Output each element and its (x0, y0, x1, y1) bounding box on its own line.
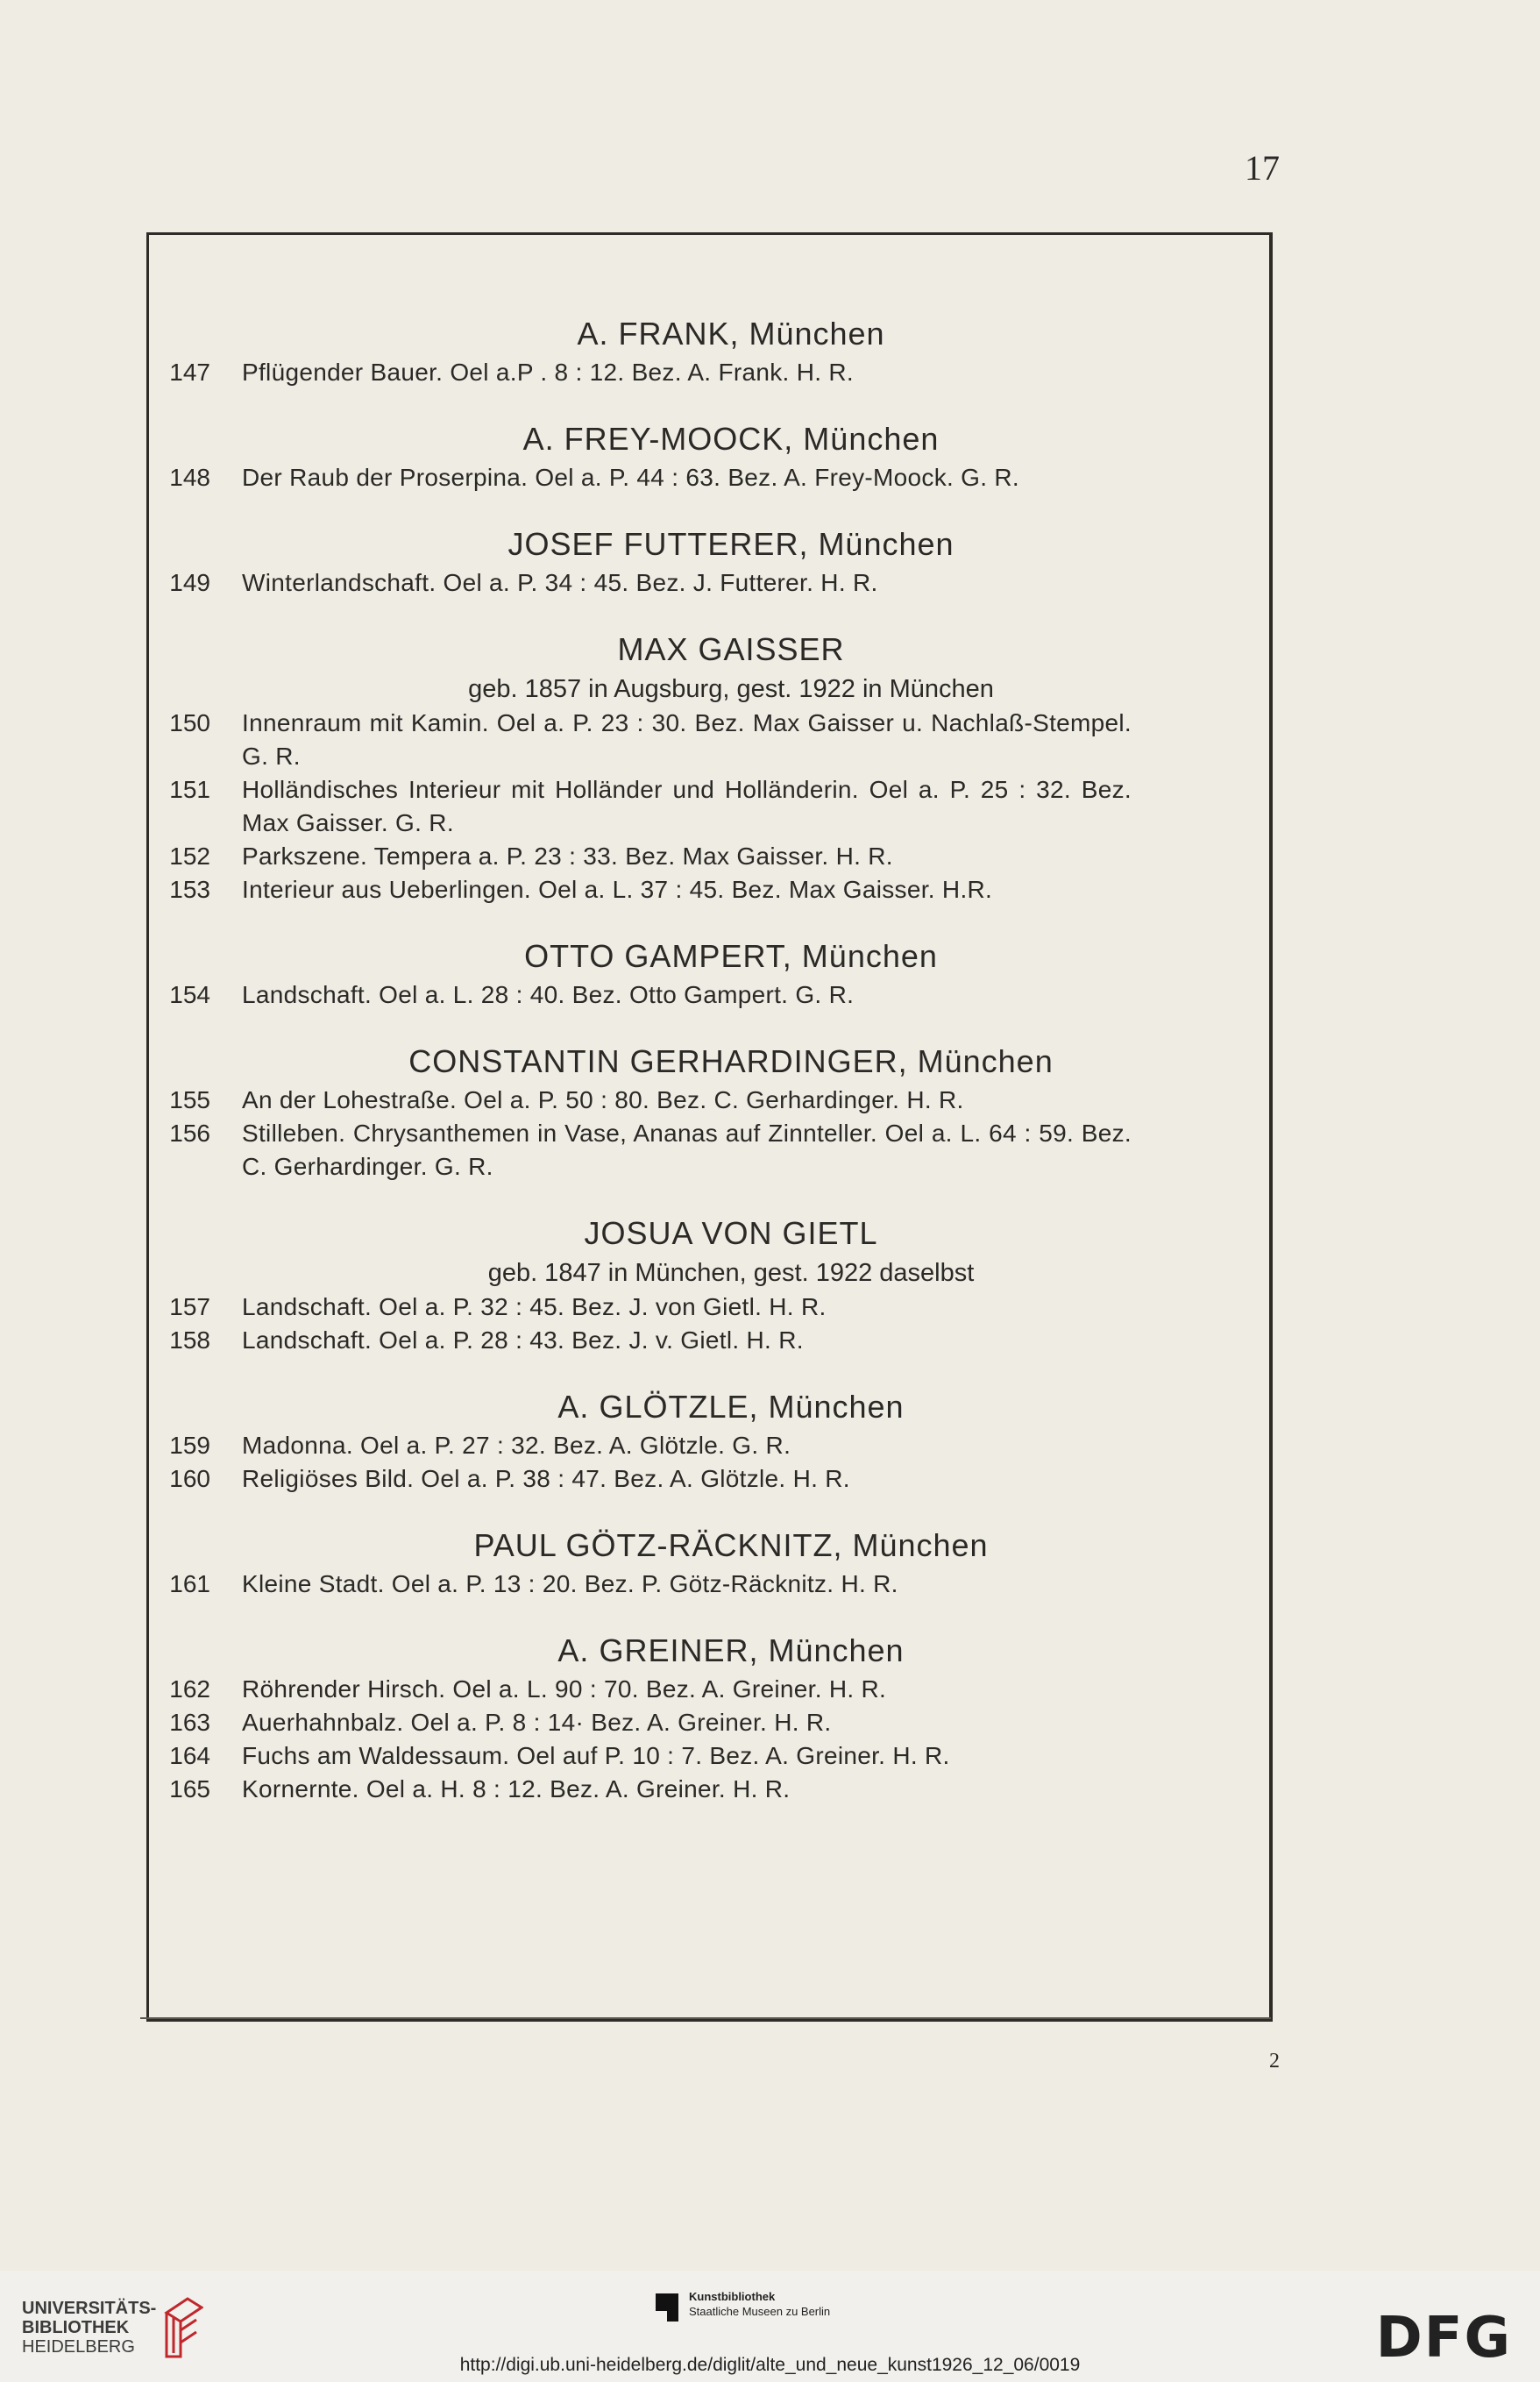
entry-description: Innenraum mit Kamin. Oel a. P. 23 : 30. Bez. Max Gaisser u. Nachlaß-Stempel. G. R. (242, 709, 1132, 770)
entry-description: Landschaft. Oel a. L. 28 : 40. Bez. Otto Gampert. G. R. (242, 981, 855, 1008)
digitization-footer (0, 2271, 1540, 2382)
entry-description: Stilleben. Chrysanthemen in Vase, Ananas auf Zinnteller. Oel a. L. 64 : 59. Bez. C. Gerhardinger. G. R. (242, 1120, 1132, 1180)
entry-description: An der Lohestraße. Oel a. P. 50 : 80. Bez. C. Gerhardinger. H. R. (242, 1086, 964, 1113)
artist-name: JOSEF FUTTERER, München (507, 526, 955, 562)
artist-bio: geb. 1857 in Augsburg, gest. 1922 in München (468, 675, 994, 703)
catalog-entry (149, 1117, 1269, 1184)
page-number: 17 (1245, 148, 1280, 188)
artist-name: MAX GAISSER (617, 631, 845, 667)
catalog-entry (149, 461, 1269, 494)
entry-number: 147 (169, 359, 210, 386)
entry-number: 153 (169, 876, 210, 903)
catalog-entry (149, 1291, 1269, 1324)
entry-description: Winterlandschaft. Oel a. P. 34 : 45. Bez. J. Futterer. H. R. (242, 569, 878, 596)
entry-number: 165 (169, 1775, 210, 1802)
artist-name: A. GLÖTZLE, München (557, 1389, 905, 1425)
artist-section (149, 1385, 1269, 1496)
catalog-entry (149, 707, 1269, 773)
entry-description: Religiöses Bild. Oel a. P. 38 : 47. Bez. A. Glötzle. H. R. (242, 1465, 850, 1492)
entry-number: 163 (169, 1709, 210, 1736)
artist-section (149, 312, 1269, 389)
entry-description: Holländisches Interieur mit Holländer und Holländerin. Oel a. P. 25 : 32. Bez. Max Gaisser. G. R. (242, 776, 1132, 836)
entry-number: 150 (169, 709, 210, 736)
kunstbibliothek-logo-icon (656, 2286, 678, 2322)
artist-name: CONSTANTIN GERHARDINGER, München (408, 1043, 1054, 1079)
ub-heidelberg-logo-icon (161, 2295, 203, 2360)
artist-name: OTTO GAMPERT, München (524, 938, 938, 974)
artist-section (149, 417, 1269, 494)
catalog-entry (149, 873, 1269, 907)
entry-description: Kornernte. Oel a. H. 8 : 12. Bez. A. Greiner. H. R. (242, 1775, 791, 1802)
entry-number: 151 (169, 776, 210, 803)
entry-number: 160 (169, 1465, 210, 1492)
catalog-frame (146, 232, 1273, 2022)
ub-line2: BIBLIOTHEK (22, 2318, 130, 2337)
entry-number: 157 (169, 1293, 210, 1320)
entry-description: Madonna. Oel a. P. 27 : 32. Bez. A. Glötzle. G. R. (242, 1432, 791, 1459)
catalog-entry (149, 773, 1269, 840)
catalog-entry (149, 356, 1269, 389)
entry-number: 155 (169, 1086, 210, 1113)
artist-section (149, 1524, 1269, 1601)
artist-section (149, 935, 1269, 1012)
entry-number: 154 (169, 981, 210, 1008)
catalog-entry (149, 1773, 1269, 1806)
entry-number: 148 (169, 464, 210, 491)
entry-description: Fuchs am Waldessaum. Oel auf P. 10 : 7. Bez. A. Greiner. H. R. (242, 1742, 950, 1769)
entry-description: Auerhahnbalz. Oel a. P. 8 : 14· Bez. A. Greiner. H. R. (242, 1709, 832, 1736)
artist-section (149, 1212, 1269, 1357)
ub-line3: HEIDELBERG (22, 2337, 135, 2357)
entry-number: 162 (169, 1675, 210, 1703)
entry-description: Der Raub der Proserpina. Oel a. P. 44 : 63. Bez. A. Frey-Moock. G. R. (242, 464, 1020, 491)
catalog-content (149, 312, 1269, 1806)
entry-description: Interieur aus Ueberlingen. Oel a. L. 37 : 45. Bez. Max Gaisser. H.R. (242, 876, 993, 903)
catalog-entry (149, 1462, 1269, 1496)
entry-number: 158 (169, 1326, 210, 1354)
catalog-entry (149, 1084, 1269, 1117)
artist-name: JOSUA VON GIETL (584, 1215, 878, 1251)
entry-description: Landschaft. Oel a. P. 28 : 43. Bez. J. v. Gietl. H. R. (242, 1326, 804, 1354)
entry-number: 156 (169, 1120, 210, 1147)
kb-line1: Kunstbibliothek (689, 2290, 776, 2303)
catalog-entry (149, 566, 1269, 600)
ub-heidelberg-logo[interactable] (22, 2299, 203, 2360)
entry-description: Parkszene. Tempera a. P. 23 : 33. Bez. Max Gaisser. H. R. (242, 843, 893, 870)
dfg-logo[interactable]: DFG (1375, 2306, 1512, 2371)
artist-section (149, 523, 1269, 600)
artist-name: A. GREINER, München (557, 1632, 905, 1668)
artist-section (149, 1040, 1269, 1184)
artist-name: A. FRANK, München (577, 316, 885, 352)
artist-section (149, 628, 1269, 907)
catalog-entry (149, 1739, 1269, 1773)
catalog-entry (149, 1673, 1269, 1706)
catalog-entry (149, 1324, 1269, 1357)
permalink-url[interactable]: http://digi.ub.uni-heidelberg.de/diglit/alte_und_neue_kunst1926_12_06/0019 (459, 2355, 1081, 2375)
entry-description: Kleine Stadt. Oel a. P. 13 : 20. Bez. P. Götz-Räcknitz. H. R. (242, 1570, 898, 1597)
artist-name: A. FREY-MOOCK, München (522, 421, 940, 457)
kunstbibliothek-logo[interactable] (656, 2286, 830, 2322)
entry-number: 149 (169, 569, 210, 596)
entry-number: 152 (169, 843, 210, 870)
catalog-entry (149, 840, 1269, 873)
entry-description: Landschaft. Oel a. P. 32 : 45. Bez. J. von Gietl. H. R. (242, 1293, 827, 1320)
artist-section (149, 1629, 1269, 1806)
catalog-entry (149, 978, 1269, 1012)
catalog-entry (149, 1568, 1269, 1601)
entry-number: 159 (169, 1432, 210, 1459)
kb-line2: Staatliche Museen zu Berlin (689, 2305, 831, 2318)
catalog-entry (149, 1429, 1269, 1462)
catalog-entry (149, 1706, 1269, 1739)
entry-number: 161 (169, 1570, 210, 1597)
signature-mark: 2 (1269, 2050, 1280, 2073)
frame-bottom-rule (140, 2017, 1271, 2019)
entry-number: 164 (169, 1742, 210, 1769)
artist-name: PAUL GÖTZ-RÄCKNITZ, München (473, 1527, 989, 1563)
artist-bio: geb. 1847 in München, gest. 1922 daselbst (487, 1259, 975, 1287)
entry-description: Pflügender Bauer. Oel a.P . 8 : 12. Bez. A. Frank. H. R. (242, 359, 854, 386)
ub-line1: UNIVERSITÄTS- (22, 2299, 157, 2318)
entry-description: Röhrender Hirsch. Oel a. L. 90 : 70. Bez. A. Greiner. H. R. (242, 1675, 887, 1703)
